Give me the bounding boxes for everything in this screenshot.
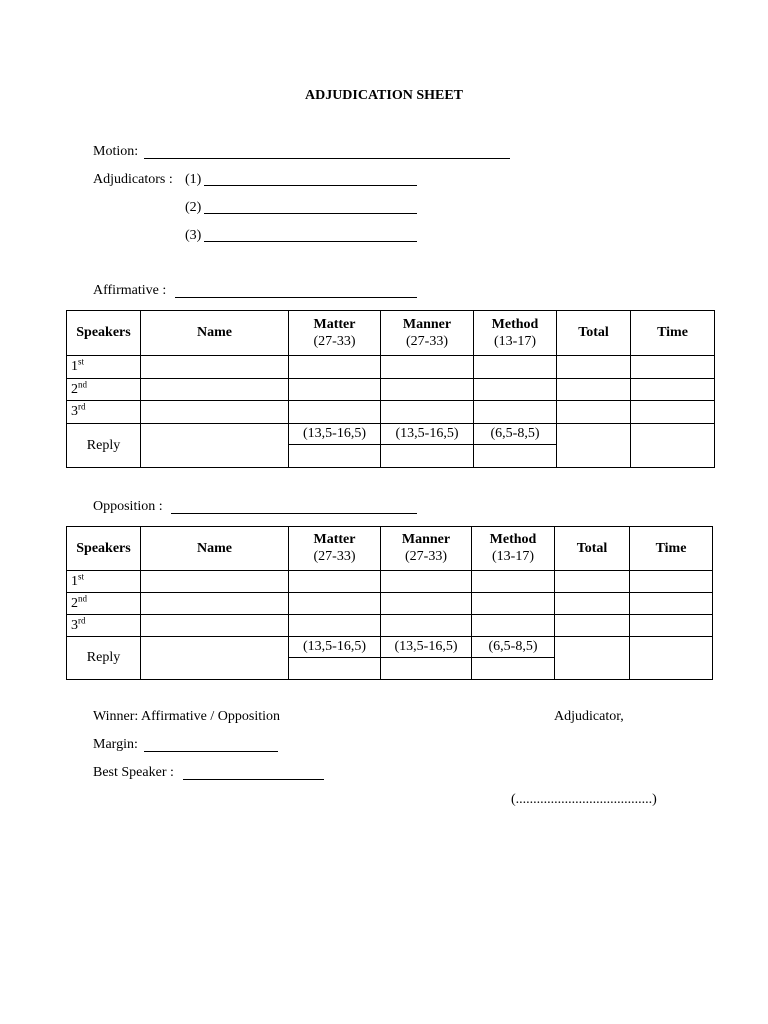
time-cell[interactable] [631, 401, 715, 424]
table-row [67, 356, 715, 379]
reply-time-cell[interactable] [631, 424, 715, 468]
header-manner: Manner (27-33) [381, 311, 474, 356]
header-time: Time [631, 311, 715, 356]
margin-label: Margin: [93, 737, 138, 752]
time-cell[interactable] [630, 571, 713, 593]
table-row [67, 401, 715, 424]
reply-method-cell[interactable] [474, 445, 557, 468]
header-name: Name [141, 527, 289, 571]
header-manner: Manner (27-33) [381, 527, 472, 571]
reply-total-cell[interactable] [557, 424, 631, 468]
header-total: Total [555, 527, 630, 571]
reply-name-cell[interactable] [141, 424, 289, 468]
manner-cell[interactable] [381, 571, 472, 593]
name-cell[interactable] [141, 571, 289, 593]
table-row [67, 571, 713, 593]
affirmative-score-table [66, 310, 715, 468]
total-cell[interactable] [555, 571, 630, 593]
speaker-3-label: 3rd [67, 615, 141, 637]
header-method: Method (13-17) [474, 311, 557, 356]
total-cell[interactable] [557, 379, 631, 401]
matter-cell[interactable] [289, 571, 381, 593]
header-name: Name [141, 311, 289, 356]
time-cell[interactable] [631, 356, 715, 379]
name-cell[interactable] [141, 379, 289, 401]
speaker-1-label: 1st [67, 571, 141, 593]
adjudicator-2-num: (2) [185, 200, 202, 215]
margin-field[interactable] [144, 751, 278, 752]
speaker-2-label: 2nd [67, 593, 141, 615]
best-speaker-field[interactable] [183, 779, 324, 780]
adjudicator-signoff: Adjudicator, [554, 709, 624, 724]
header-time: Time [630, 527, 713, 571]
adjudicators-label: Adjudicators : [93, 172, 173, 187]
opposition-label: Opposition : [93, 499, 163, 514]
speaker-1-label: 1st [67, 356, 141, 379]
header-matter: Matter (27-33) [289, 311, 381, 356]
method-cell[interactable] [474, 356, 557, 379]
opposition-field[interactable] [171, 513, 417, 514]
adjudicator-1-field[interactable] [204, 185, 417, 186]
matter-cell[interactable] [289, 615, 381, 637]
total-cell[interactable] [557, 401, 631, 424]
matter-cell[interactable] [289, 379, 381, 401]
adjudicator-3-num: (3) [185, 228, 202, 243]
reply-total-cell[interactable] [555, 637, 630, 680]
adjudicator-2-field[interactable] [204, 213, 417, 214]
reply-time-cell[interactable] [630, 637, 713, 680]
reply-matter-range: (13,5-16,5) [289, 637, 381, 658]
winner-text: Winner: Affirmative / Opposition [93, 709, 280, 724]
time-cell[interactable] [630, 615, 713, 637]
manner-cell[interactable] [381, 615, 472, 637]
signature-line[interactable]: (.......................................) [511, 792, 657, 807]
reply-manner-range: (13,5-16,5) [381, 424, 474, 445]
adjudicator-3-field[interactable] [204, 241, 417, 242]
header-matter: Matter (27-33) [289, 527, 381, 571]
total-cell[interactable] [557, 356, 631, 379]
header-total: Total [557, 311, 631, 356]
reply-name-cell[interactable] [141, 637, 289, 680]
reply-method-range: (6,5-8,5) [472, 637, 555, 658]
table-row [67, 379, 715, 401]
reply-matter-cell[interactable] [289, 658, 381, 680]
reply-matter-range: (13,5-16,5) [289, 424, 381, 445]
speaker-2-label: 2nd [67, 379, 141, 401]
reply-row [67, 637, 713, 658]
header-speakers: Speakers [67, 311, 141, 356]
matter-cell[interactable] [289, 356, 381, 379]
reply-manner-cell[interactable] [381, 445, 474, 468]
header-method: Method (13-17) [472, 527, 555, 571]
table-row [67, 593, 713, 615]
name-cell[interactable] [141, 356, 289, 379]
method-cell[interactable] [474, 379, 557, 401]
manner-cell[interactable] [381, 401, 474, 424]
header-speakers: Speakers [67, 527, 141, 571]
matter-cell[interactable] [289, 593, 381, 615]
table-row [67, 615, 713, 637]
speaker-3-label: 3rd [67, 401, 141, 424]
page-title: ADJUDICATION SHEET [304, 88, 464, 103]
reply-manner-cell[interactable] [381, 658, 472, 680]
reply-method-cell[interactable] [472, 658, 555, 680]
affirmative-label: Affirmative : [93, 283, 167, 298]
time-cell[interactable] [630, 593, 713, 615]
method-cell[interactable] [474, 401, 557, 424]
reply-label: Reply [67, 637, 141, 680]
manner-cell[interactable] [381, 356, 474, 379]
opposition-score-table [66, 526, 713, 680]
name-cell[interactable] [141, 615, 289, 637]
motion-label: Motion: [93, 144, 139, 159]
name-cell[interactable] [141, 401, 289, 424]
affirmative-field[interactable] [175, 297, 417, 298]
best-speaker-label: Best Speaker : [93, 765, 174, 780]
reply-row [67, 424, 715, 445]
total-cell[interactable] [555, 593, 630, 615]
name-cell[interactable] [141, 593, 289, 615]
reply-label: Reply [67, 424, 141, 468]
total-cell[interactable] [555, 615, 630, 637]
method-cell[interactable] [472, 571, 555, 593]
manner-cell[interactable] [381, 379, 474, 401]
method-cell[interactable] [472, 615, 555, 637]
method-cell[interactable] [472, 593, 555, 615]
adjudicator-1-num: (1) [185, 172, 202, 187]
manner-cell[interactable] [381, 593, 472, 615]
reply-method-range: (6,5-8,5) [474, 424, 557, 445]
reply-manner-range: (13,5-16,5) [381, 637, 472, 658]
time-cell[interactable] [631, 379, 715, 401]
matter-cell[interactable] [289, 401, 381, 424]
reply-matter-cell[interactable] [289, 445, 381, 468]
motion-field[interactable] [144, 158, 510, 159]
